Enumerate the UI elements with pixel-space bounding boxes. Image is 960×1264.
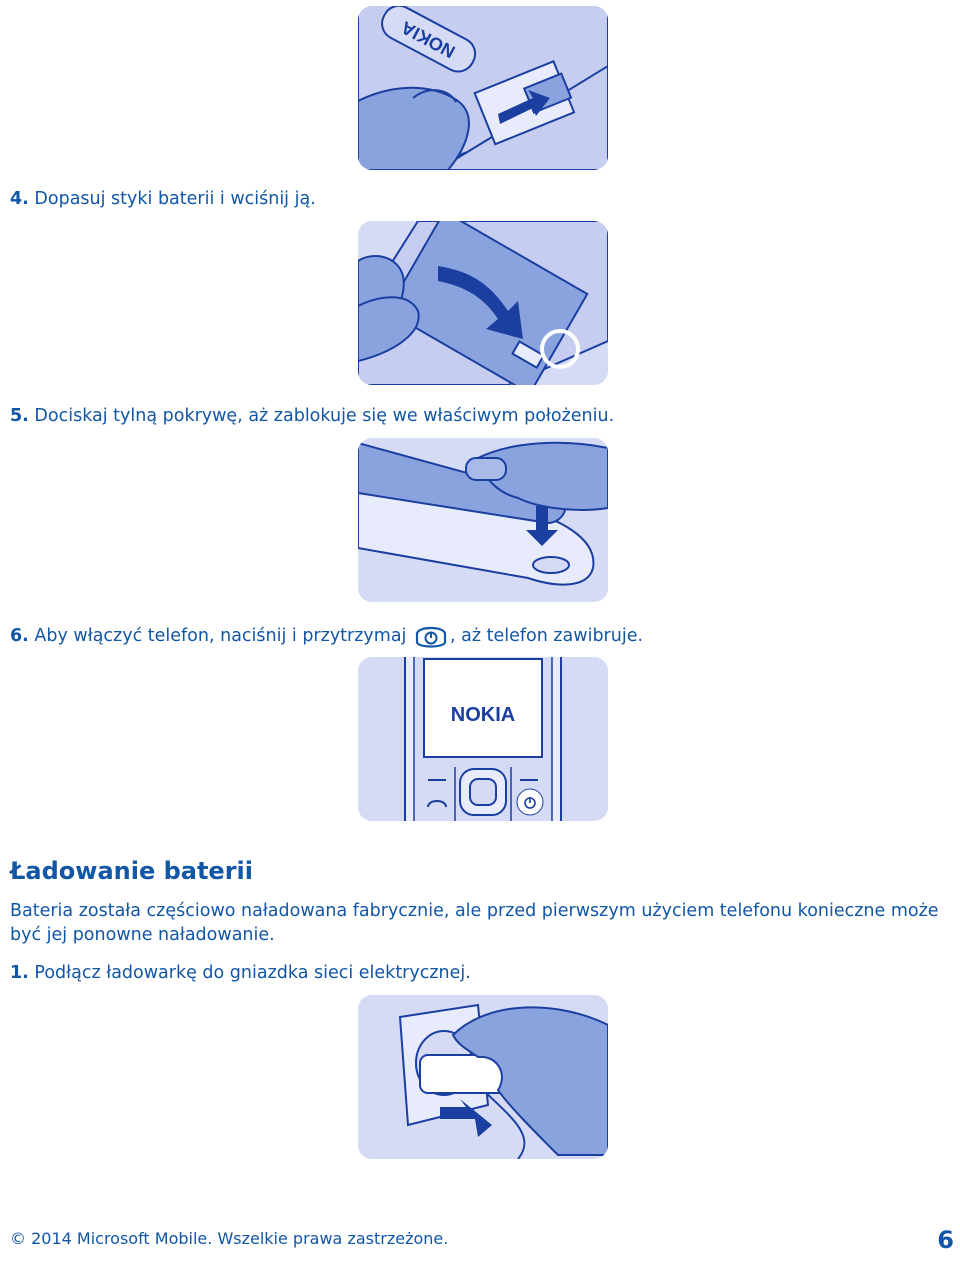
illustration-close-back-cover bbox=[358, 438, 608, 602]
section-heading: Ładowanie baterii bbox=[10, 857, 253, 885]
step-number: 1. bbox=[10, 963, 29, 983]
step-text: Dociskaj tylną pokrywę, aż zablokuje się we właściwym położeniu. bbox=[34, 406, 615, 426]
step-number: 5. bbox=[10, 406, 29, 426]
step-text: Dopasuj styki baterii i wciśnij ją. bbox=[34, 189, 316, 209]
illustration-phone-on bbox=[358, 657, 608, 821]
step-text: Aby włączyć telefon, naciśnij i przytrzymaj bbox=[34, 626, 407, 646]
page-number: 6 bbox=[937, 1226, 954, 1254]
step-6 bbox=[10, 624, 643, 648]
back-cover-logo: NOKIA bbox=[397, 17, 459, 62]
step-text-after: , aż telefon zawibruje. bbox=[449, 626, 644, 646]
illustration-insert-battery bbox=[358, 221, 608, 385]
phone-screen-logo: NOKIA bbox=[450, 704, 516, 726]
step-5 bbox=[10, 405, 614, 427]
footer-copyright: © 2014 Microsoft Mobile. Wszelkie prawa zastrzeżone. bbox=[10, 1229, 449, 1248]
step-4 bbox=[10, 188, 316, 210]
section-paragraph: Bateria została częściowo naładowana fabrycznie, ale przed pierwszym użyciem telefonu konieczne może być jej ponowne naładowanie. bbox=[10, 901, 939, 945]
illustration-plug-charger bbox=[358, 995, 608, 1159]
step-number: 4. bbox=[10, 189, 29, 209]
illustration-insert-sim bbox=[358, 6, 608, 170]
step-text: Podłącz ładowarkę do gniazdka sieci elektrycznej. bbox=[34, 963, 471, 983]
step-1 bbox=[10, 962, 471, 984]
power-key-icon bbox=[414, 624, 448, 648]
step-number: 6. bbox=[10, 626, 29, 646]
